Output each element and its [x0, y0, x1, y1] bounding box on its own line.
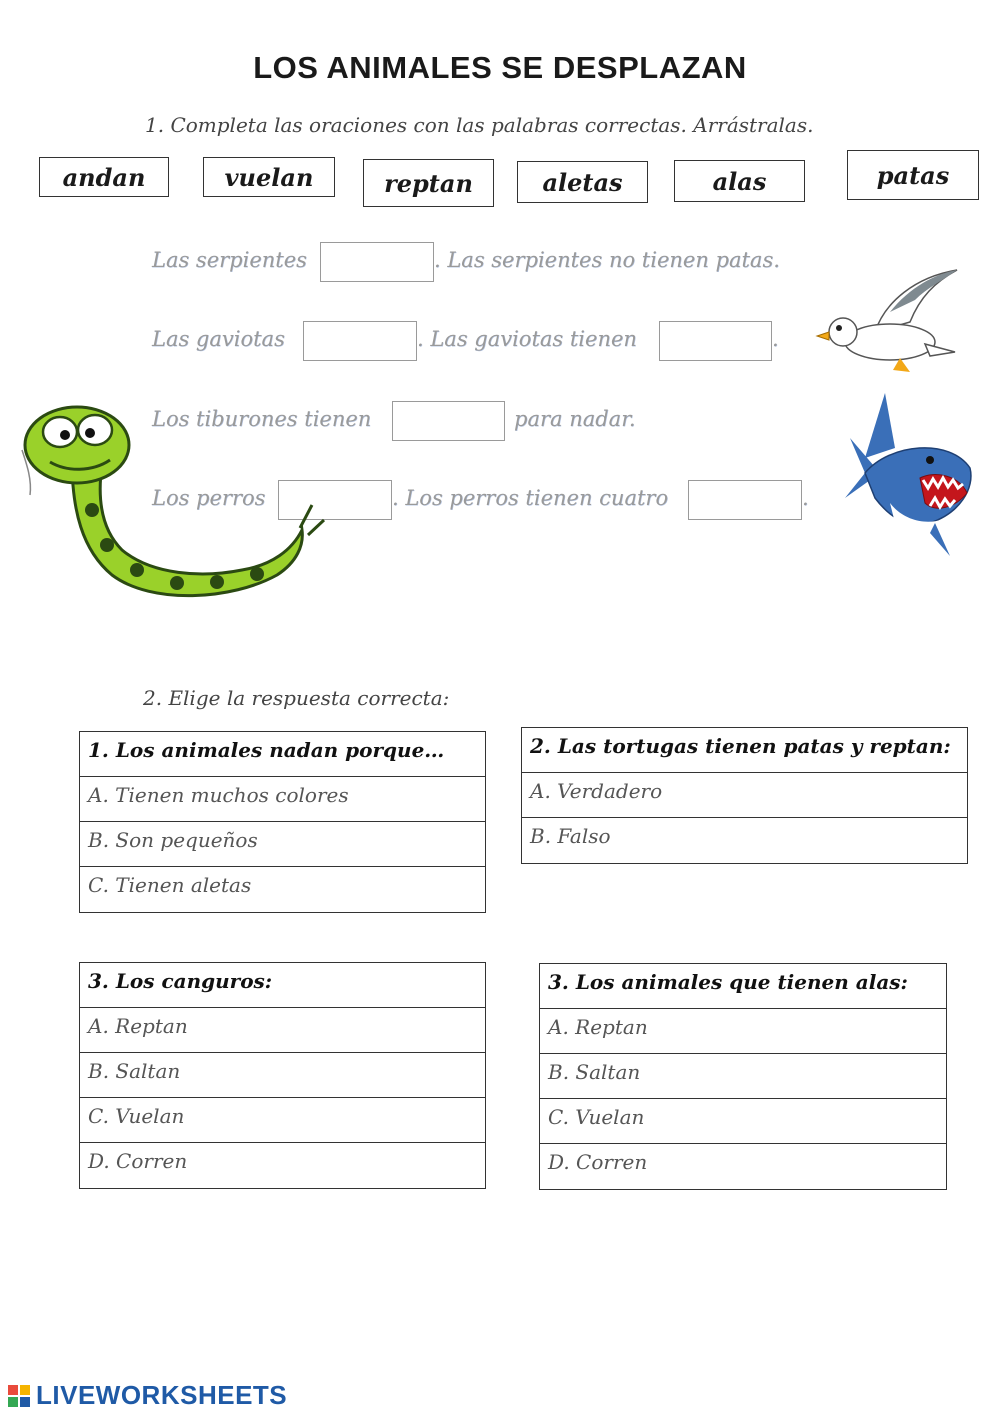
- snake-illustration: [12, 400, 327, 620]
- instruction-1: 1. Completa las oraciones con las palabras correctas. Arrástralas.: [145, 113, 814, 137]
- question-3-text: 3. Los canguros:: [80, 963, 485, 1008]
- question-1-text: 1. Los animales nadan porque…: [80, 732, 485, 777]
- word-chip-reptan[interactable]: reptan: [363, 159, 494, 207]
- question-box-2: [521, 727, 968, 864]
- word-chip-patas[interactable]: patas: [847, 150, 979, 200]
- question-box-4: [539, 963, 947, 1190]
- sentence-3-end: para nadar.: [514, 407, 636, 431]
- question-4-text: 3. Los animales que tienen alas:: [540, 964, 946, 1009]
- sentence-2-middle: . Las gaviotas tienen: [417, 327, 637, 351]
- word-chip-alas[interactable]: alas: [674, 160, 805, 202]
- drop-blank-6[interactable]: [688, 480, 802, 520]
- drop-blank-4[interactable]: [392, 401, 505, 441]
- page-title: LOS ANIMALES SE DESPLAZAN: [253, 50, 747, 85]
- sentence-1-end: . Las serpientes no tienen patas.: [434, 248, 780, 272]
- question-4-option-a[interactable]: A. Reptan: [540, 1009, 946, 1054]
- word-chip-andan[interactable]: andan: [39, 157, 169, 197]
- question-2-option-a[interactable]: A. Verdadero: [522, 773, 967, 818]
- word-chip-aletas[interactable]: aletas: [517, 161, 648, 203]
- sentence-2-start: Las gaviotas: [152, 327, 285, 351]
- question-3-option-d[interactable]: D. Corren: [88, 1149, 188, 1173]
- brand-name: LIVEWORKSHEETS: [36, 1380, 288, 1410]
- liveworksheets-mark-icon: [8, 1385, 30, 1407]
- question-4-option-b[interactable]: B. Saltan: [540, 1054, 946, 1099]
- question-2-text: 2. Las tortugas tienen patas y reptan:: [522, 728, 967, 773]
- question-4-option-d[interactable]: D. Corren: [548, 1150, 648, 1174]
- question-1-option-c[interactable]: C. Tienen aletas: [88, 873, 252, 897]
- question-3-option-b[interactable]: B. Saltan: [80, 1053, 485, 1098]
- word-chip-vuelan[interactable]: vuelan: [203, 157, 335, 197]
- instruction-2: 2. Elige la respuesta correcta:: [143, 686, 450, 710]
- question-box-3: [79, 962, 486, 1189]
- question-box-1: [79, 731, 486, 913]
- drop-blank-1[interactable]: [320, 242, 434, 282]
- seagull-illustration: [815, 262, 965, 377]
- question-1-option-b[interactable]: B. Son pequeños: [80, 822, 485, 867]
- sentence-4-end: .: [802, 486, 809, 510]
- drop-blank-3[interactable]: [659, 321, 772, 361]
- sentence-4-start: Los perros: [152, 486, 266, 510]
- sentence-1-start: Las serpientes: [152, 248, 307, 272]
- question-2-option-b[interactable]: B. Falso: [530, 824, 611, 848]
- question-4-option-c[interactable]: C. Vuelan: [540, 1099, 946, 1144]
- sentence-2-end: .: [772, 327, 779, 351]
- question-1-option-a[interactable]: A. Tienen muchos colores: [80, 777, 485, 822]
- drop-blank-2[interactable]: [303, 321, 417, 361]
- liveworksheets-logo: [8, 1380, 287, 1411]
- question-3-option-c[interactable]: C. Vuelan: [80, 1098, 485, 1143]
- sentence-3-start: Los tiburones tienen: [152, 407, 372, 431]
- sentence-4-middle: . Los perros tienen cuatro: [392, 486, 669, 510]
- shark-illustration: [835, 388, 980, 563]
- question-3-option-a[interactable]: A. Reptan: [80, 1008, 485, 1053]
